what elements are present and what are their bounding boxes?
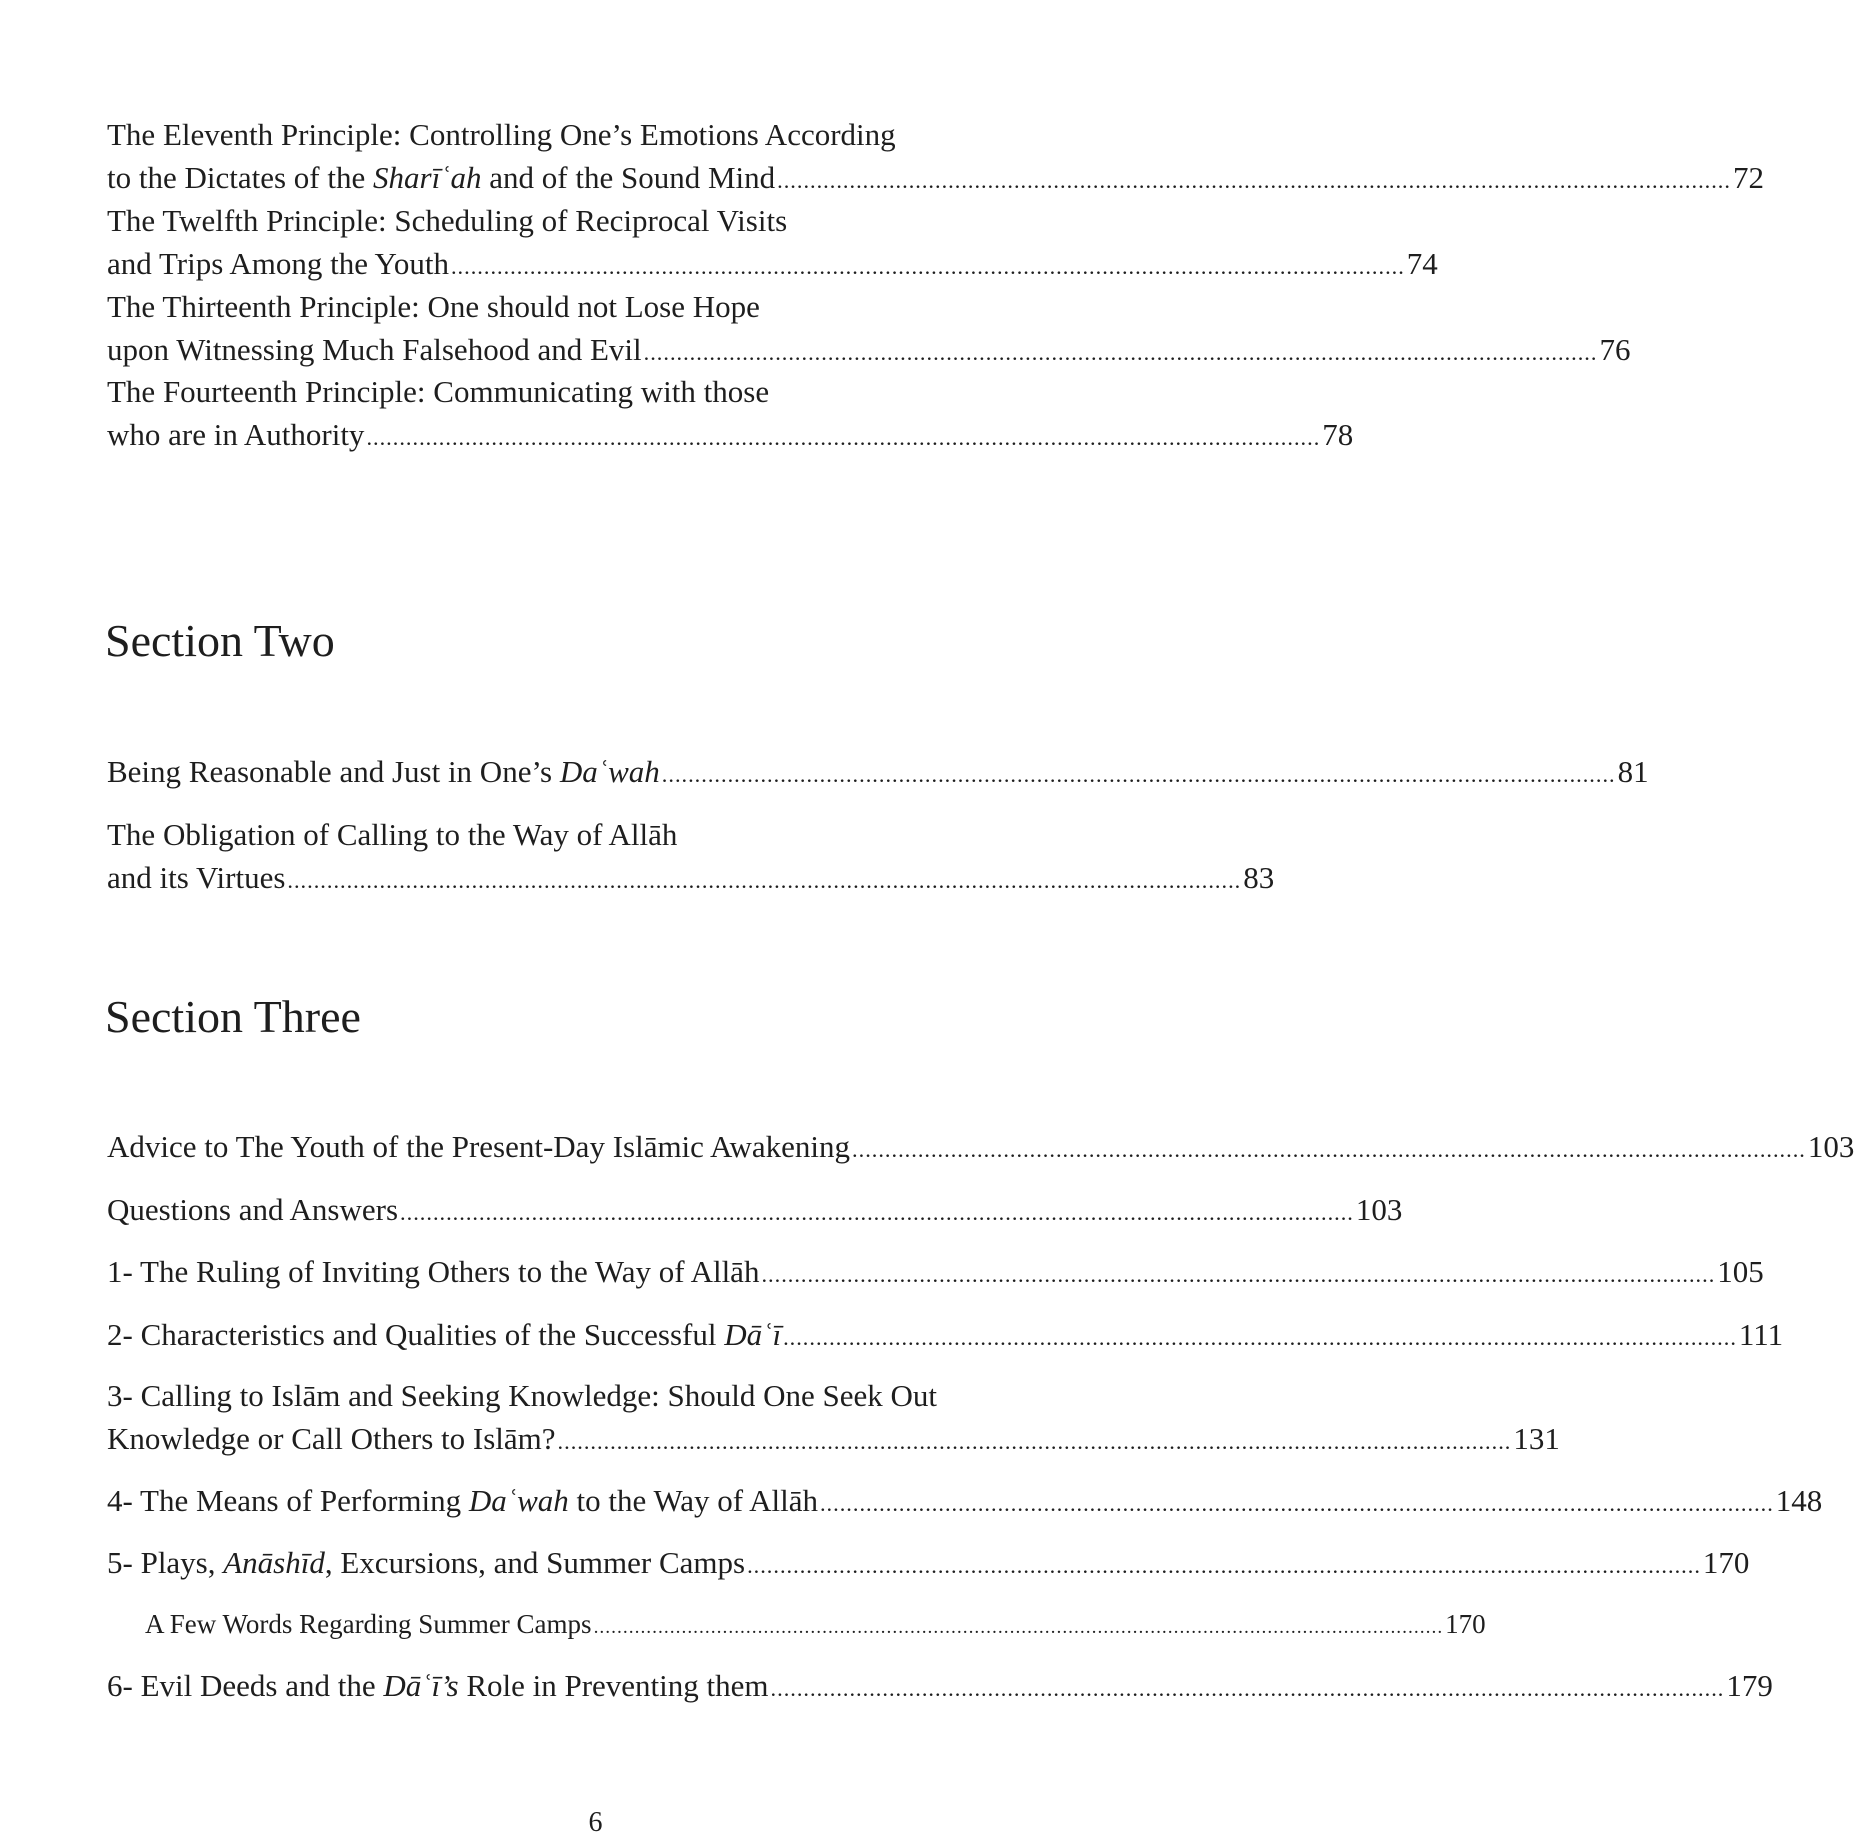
toc-page-number: 83	[1243, 860, 1275, 895]
section-three-heading: Section Three	[105, 991, 361, 1042]
toc-entry-italic-term: Anāshīd	[223, 1545, 325, 1580]
toc-entry-title-line: and its Virtues	[107, 860, 286, 895]
toc-page-number: 105	[1717, 1254, 1764, 1289]
toc-entry-title-line: and Trips Among the Youth	[107, 246, 449, 281]
toc-entry	[107, 750, 1649, 796]
toc-page-number: 103	[1355, 1192, 1403, 1227]
toc-page-number: 179	[1726, 1668, 1773, 1703]
dot-leader: .................................................................................................................................................	[747, 1553, 1701, 1578]
toc-entry-title-line: 6- Evil Deeds and the	[107, 1668, 384, 1703]
dot-leader: .................................................................................................................................................	[761, 1262, 1716, 1287]
toc-entry	[107, 113, 1764, 202]
dot-leader: .................................................................................................................................................	[366, 425, 1321, 450]
toc-entry	[107, 1664, 1773, 1710]
toc-entry	[107, 1541, 1750, 1587]
dot-leader: .................................................................................................................................................	[287, 868, 1242, 893]
toc-entry-title-line: Questions and Answers	[107, 1192, 399, 1227]
toc-page-number: 148	[1775, 1483, 1823, 1518]
toc-entry-title-line: 5- Plays,	[107, 1545, 224, 1580]
toc-entry-title-line: Being Reasonable and Just in One’s	[107, 754, 560, 789]
toc-page-number: 72	[1732, 160, 1764, 195]
toc-entry-title-line: 1- The Ruling of Inviting Others to the Way of Allāh	[107, 1254, 760, 1289]
toc-entry-title-line: , Excursions, and Summer Camps	[324, 1545, 746, 1580]
toc-entry-title-line: upon Witnessing Much Falsehood and Evil	[107, 332, 642, 367]
toc-entry	[107, 1250, 1764, 1296]
toc-entry-italic-term: Dāʿī	[724, 1317, 782, 1352]
toc-page-number: 111	[1738, 1317, 1784, 1352]
dot-leader: .................................................................................................................................................	[661, 762, 1616, 787]
toc-entry-italic-term: Daʿwah	[559, 754, 660, 789]
dot-leader: .................................................................................................................................................	[643, 340, 1598, 365]
dot-leader: .................................................................................................................................................	[770, 1676, 1725, 1701]
toc-entry-title-line: to the Dictates of the	[107, 160, 373, 195]
dot-leader: .................................................................................................................................................	[557, 1429, 1512, 1454]
toc-entry-title-line: Role in Preventing them	[458, 1668, 769, 1703]
toc-subentry	[145, 1603, 1486, 1649]
toc-entry	[107, 1374, 1560, 1463]
dot-leader: .................................................................................................................................................	[783, 1325, 1737, 1350]
dot-leader: .................................................................................................................................................	[593, 1617, 1444, 1638]
toc-page-number: 81	[1617, 754, 1649, 789]
dot-leader: .................................................................................................................................................	[450, 254, 1405, 279]
toc-entry	[107, 199, 1438, 288]
toc-page-number: 78	[1322, 417, 1354, 452]
toc-entry-title-line: A Few Words Regarding Summer Camps	[145, 1609, 592, 1639]
toc-entry-title-line: The Obligation of Calling to the Way of Allāh	[107, 817, 678, 852]
toc-page-number: 74	[1406, 246, 1438, 281]
toc-entry-title-line: The Fourteenth Principle: Communicating with those	[107, 374, 770, 409]
toc-entry	[107, 370, 1354, 459]
toc-page-number: 103	[1807, 1129, 1854, 1164]
toc-entry-title-line: and of the Sound Mind	[481, 160, 776, 195]
toc-entry	[107, 285, 1631, 374]
toc-page-number: 170	[1702, 1545, 1750, 1580]
dot-leader: .................................................................................................................................................	[777, 168, 1731, 193]
dot-leader: .................................................................................................................................................	[819, 1491, 1774, 1516]
section-two-heading: Section Two	[105, 615, 335, 666]
toc-page-number: 170	[1445, 1609, 1486, 1639]
toc-entry-title-line: Knowledge or Call Others to Islām?	[107, 1421, 556, 1456]
toc-entry	[107, 1313, 1784, 1359]
toc-entry-title-line: The Thirteenth Principle: One should not Lose Hope	[107, 289, 760, 324]
toc-entry-title-line: 3- Calling to Islām and Seeking Knowledge: Should One Seek Out	[107, 1378, 937, 1413]
toc-entry-italic-term: Dāʿī’s	[383, 1668, 459, 1703]
toc-entry-title-line: 2- Characteristics and Qualities of the Successful	[107, 1317, 725, 1352]
toc-entry-italic-term: Sharīʿah	[373, 160, 482, 195]
toc-entry-title-line: 4- The Means of Performing	[107, 1483, 469, 1518]
toc-page-number: 131	[1513, 1421, 1560, 1456]
page-number: 6	[588, 1807, 603, 1838]
toc-entry-italic-term: Daʿwah	[468, 1483, 569, 1518]
dot-leader: .................................................................................................................................................	[400, 1200, 1354, 1225]
dot-leader: .................................................................................................................................................	[852, 1137, 1806, 1162]
toc-entry	[107, 1188, 1403, 1234]
toc-entry-title-line: The Eleventh Principle: Controlling One’s Emotions According	[107, 117, 896, 152]
toc-entry-title-line: to the Way of Allāh	[568, 1483, 818, 1518]
toc-entry-title-line: The Twelfth Principle: Scheduling of Reciprocal Visits	[107, 203, 788, 238]
toc-entry	[107, 1479, 1823, 1525]
toc-entry	[107, 813, 1275, 902]
toc-page-number: 76	[1599, 332, 1631, 367]
toc-entry-title-line: Advice to The Youth of the Present-Day Islāmic Awakening	[107, 1129, 851, 1164]
toc-entry	[107, 1125, 1854, 1171]
toc-entry-title-line: who are in Authority	[107, 417, 365, 452]
